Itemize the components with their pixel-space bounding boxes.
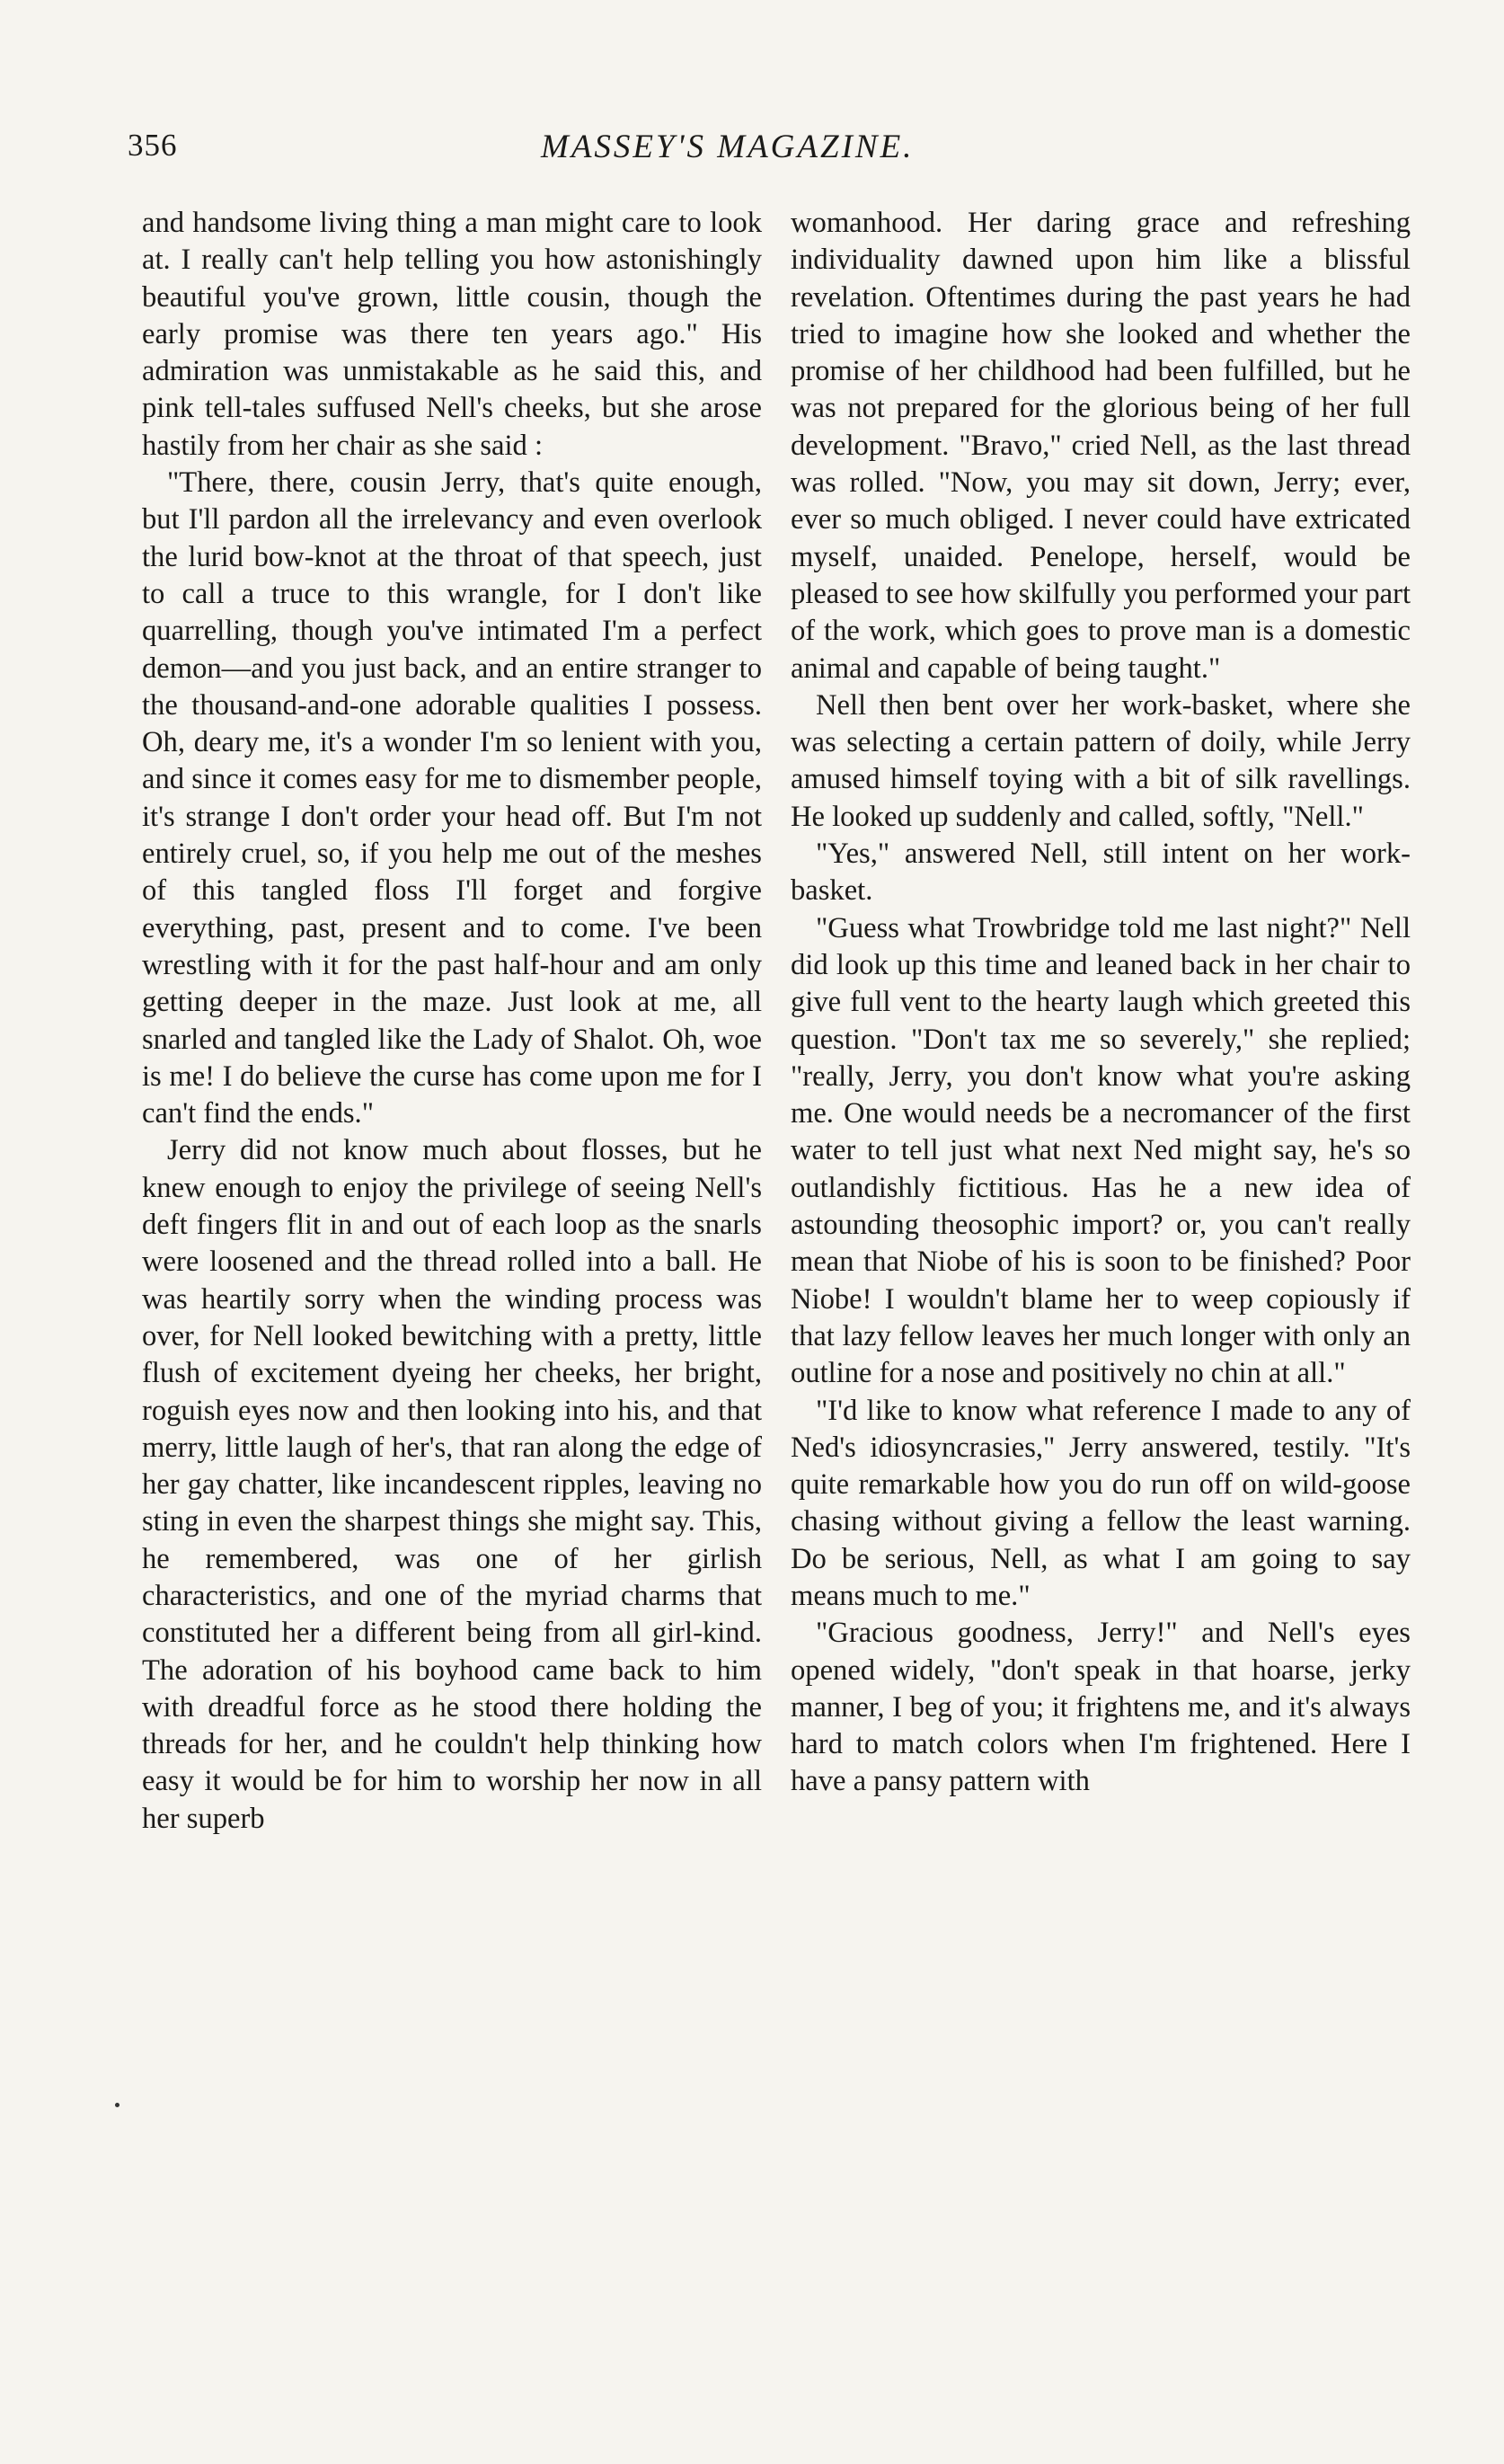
page-header bbox=[128, 128, 1403, 171]
paragraph: Nell then bent over her work-basket, where she was selecting a certain pattern of doily, while Jerry amused himself toying with a bit of silk ravellings. He looked up suddenly and called, softly, "Nell." bbox=[791, 688, 1411, 833]
left-column bbox=[142, 205, 762, 1838]
paragraph: "There, there, cousin Jerry, that's quite enough, but I'll pardon all the irrelevancy and even overlook the lurid bow-knot at the throat of that speech, just to call a truce to this wrangle, for I don't like quarrelling, though you've intimated I'm a perfect demon—and you just back, and an entire stranger to the thousand-and-one adorable qualities I possess. Oh, deary me, it's a wonder I'm so lenient with you, and since it comes easy for me to dismember people, it's strange I don't order your head off. But I'm not entirely cruel, so, if you help me out of the meshes of this tangled floss I'll forget and forgive everything, past, present and to come. I've been wrestling with it for the past half-hour and am only getting deeper in the maze. Just look at me, all snarled and tangled like the Lady of Shalot. Oh, woe is me! I do believe the curse has come upon me for I can't find the ends." bbox=[142, 466, 762, 1130]
paragraph: womanhood. Her daring grace and refreshing individuality dawned upon him like a blissful revelation. Oftentimes during the past years he had tried to imagine how she looked and whether the promise of her childhood had been fulfilled, but he was not prepared for the glorious being of her full development. "Bravo," cried Nell, as the last thread was rolled. "Now, you may sit down, Jerry; ever, ever so much obliged. I never could have extricated myself, unaided. Penelope, herself, would be pleased to see how skilfully you performed your part of the work, which goes to prove man is a domestic animal and capable of being taught." bbox=[791, 207, 1411, 685]
margin-dot bbox=[115, 2103, 119, 2107]
paragraph: "I'd like to know what reference I made to any of Ned's idiosyncrasies," Jerry answered, testily. "It's quite remarkable how you do run off on wild-goose chasing without giving a fellow the least warning. Do be serious, Nell, as what I am going to say means much to me." bbox=[791, 1394, 1411, 1612]
right-column bbox=[791, 205, 1411, 1801]
paragraph: Jerry did not know much about flosses, but he knew enough to enjoy the privilege of seeing Nell's deft fingers flit in and out of each loop as the snarls were loosened and the thread rolled into a ball. He was heartily sorry when the winding process was over, for Nell looked bewitching with a pretty, little flush of excitement dyeing her cheeks, her bright, roguish eyes now and then looking into his, and that merry, little laugh of her's, that ran along the edge of her gay chatter, like incandescent ripples, leaving no sting in even the sharpest things she might say. This, he remembered, was one of her girlish characteristics, and one of the myriad charms that constituted her a different being from all girl-kind. The adoration of his boyhood came back to him with dreadful force as he stood there holding the threads for her, and he couldn't help thinking how easy it would be for him to worship her now in all her superb bbox=[142, 1134, 762, 1835]
running-title: MASSEY'S MAGAZINE. bbox=[541, 129, 915, 165]
paragraph: "Gracious goodness, Jerry!" and Nell's eyes opened widely, "don't speak in that hoarse, jerky manner, I beg of you; it frightens me, and it's always hard to match colors when I'm frightened. Here I have a pansy pattern with bbox=[791, 1617, 1411, 1798]
paragraph: "Yes," answered Nell, still intent on her work-basket. bbox=[791, 838, 1411, 908]
paragraph: and handsome living thing a man might care to look at. I really can't help telling you how astonishingly beautiful you've grown, little cousin, though the early promise was there ten years ago." His admiration was unmistakable as he said this, and pink tell-tales suffused Nell's cheeks, but she arose hastily from her chair as she said : bbox=[142, 207, 762, 462]
page-number: 356 bbox=[128, 128, 178, 163]
paragraph: "Guess what Trowbridge told me last night?" Nell did look up this time and leaned back in her chair to give full vent to the hearty laugh which greeted this question. "Don't tax me so severely," she replied; "really, Jerry, you don't know what you're asking me. One would needs be a necromancer of the first water to tell just what next Ned might say, he's so outlandishly fictitious. Has he a new idea of astounding theosophic import? or, you can't really mean that Niobe of his is soon to be finished? Poor Niobe! I wouldn't blame her to weep copiously if that lazy fellow leaves her much longer with only an outline for a nose and positively no chin at all." bbox=[791, 911, 1411, 1390]
